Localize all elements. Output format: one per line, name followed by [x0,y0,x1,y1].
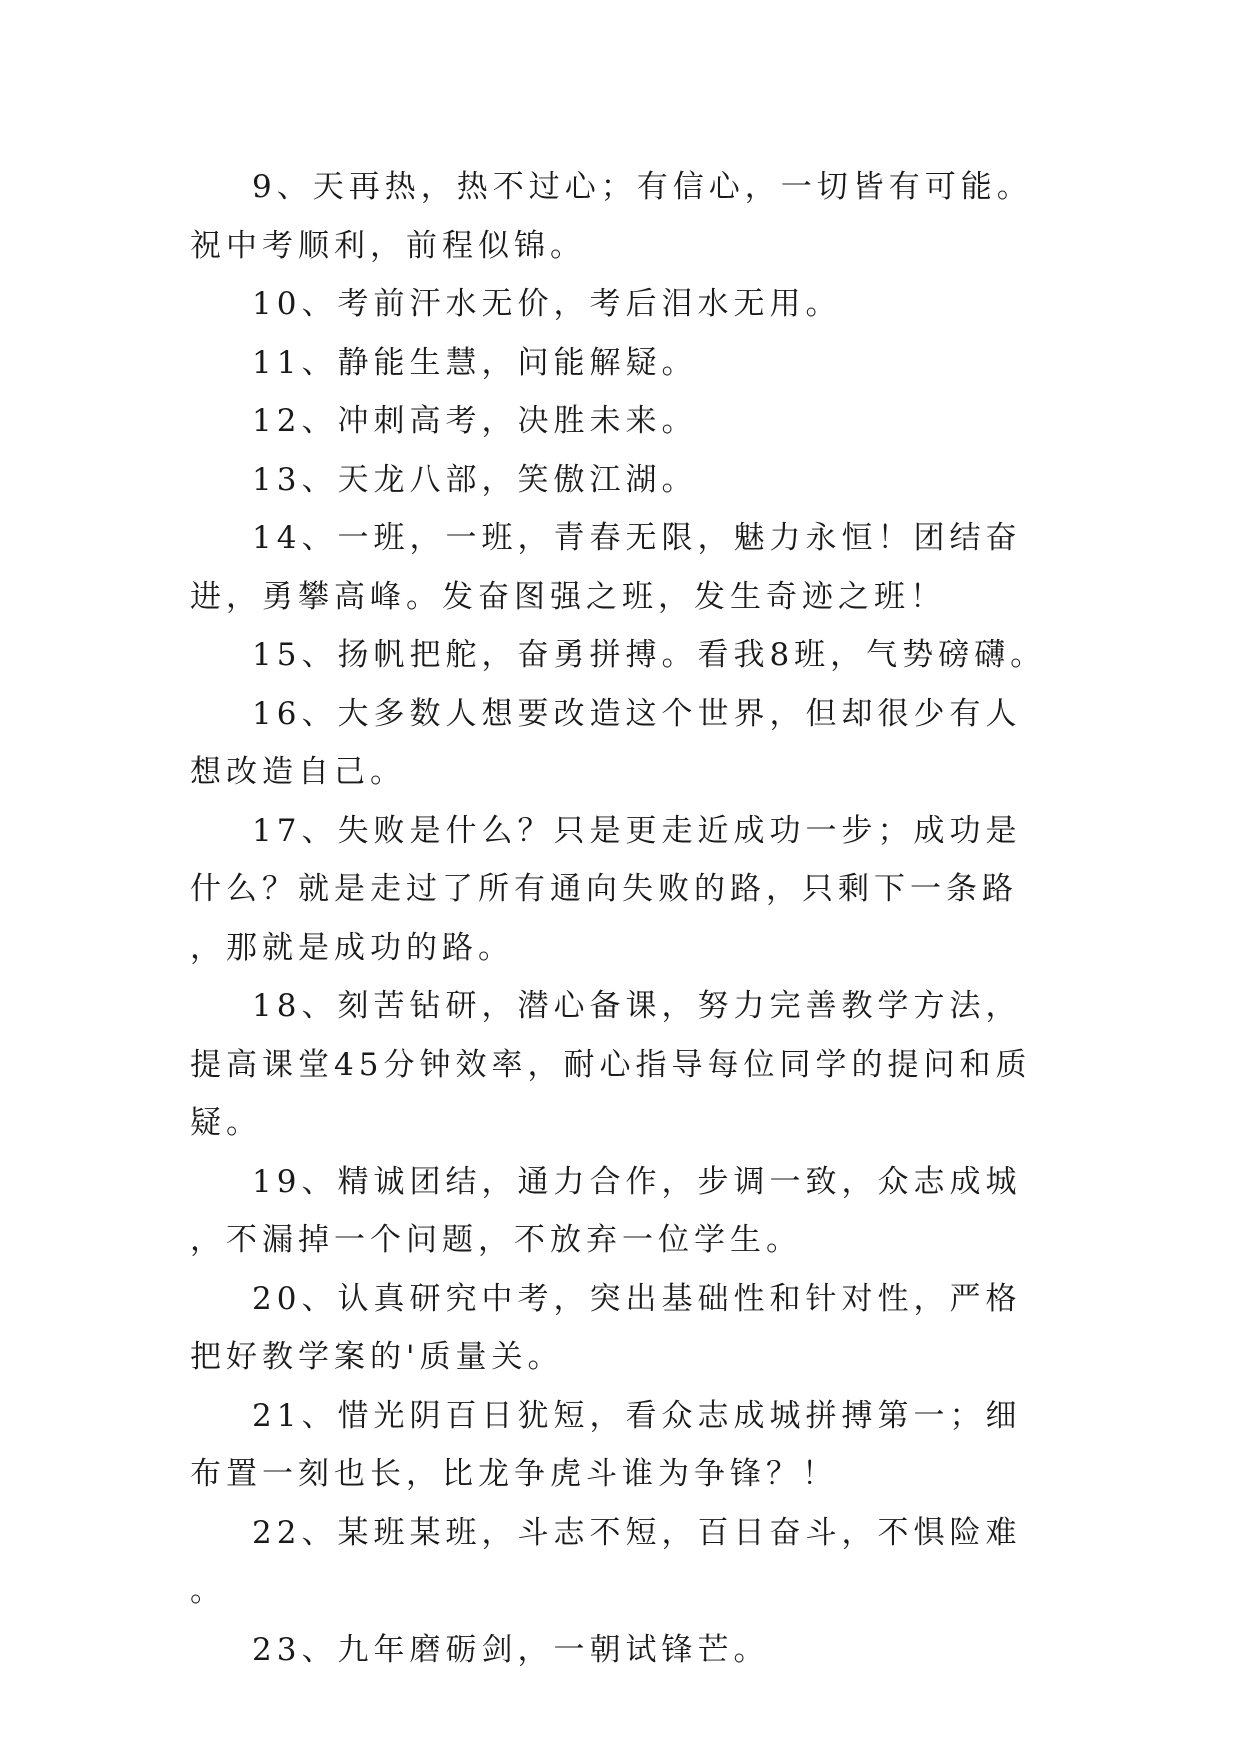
paragraph-item-23: 23、九年磨砺剑，一朝试锋芒。 [252,1631,770,1668]
paragraph-item-18: 18、刻苦钻研，潜心备课，努力完善教学方法，提高课堂45分钟效率，耐心指导每位同学的提问和质疑。 [190,988,1032,1141]
paragraph-item-12: 12、冲刺高考，决胜未来。 [252,403,698,439]
paragraph-item-22: 22、某班某班，斗志不短，百日奋斗，不惧险难。 [190,1514,1022,1609]
paragraph-item-15: 15、扬帆把舵，奋勇拼搏。看我8班，气势磅礴。 [252,637,1047,673]
paragraph-item-13: 13、天龙八部，笑傲江湖。 [252,461,698,498]
paragraph-item-9: 9、天再热，热不过心；有信心，一切皆有可能。祝中考顺利，前程似锦。 [190,169,1033,264]
paragraph-item-14: 14、一班，一班，青春无限，魅力永恒！团结奋进，勇攀高峰。发奋图强之班，发生奇迹之班！ [190,520,1022,615]
paragraph-item-20: 20、认真研究中考，突出基础性和针对性，严格把好教学案的'质量关。 [190,1280,1022,1375]
paragraph-item-19: 19、精诚团结，通力合作，步调一致，众志成城，不漏掉一个问题，不放弃一位学生。 [190,1163,1022,1258]
paragraph-item-17: 17、失败是什么？只是更走近成功一步；成功是什么？就是走过了所有通向失败的路，只剩下一条路，那就是成功的路。 [190,812,1022,966]
paragraph-item-21: 21、惜光阴百日犹短，看众志成城拼搏第一；细布置一刻也长，比龙争虎斗谁为争锋？！ [190,1397,1022,1492]
paragraph-item-10: 10、考前汗水无价，考后泪水无用。 [252,286,842,322]
paragraph-item-16: 16、大多数人想要改造这个世界，但却很少有人想改造自己。 [190,695,1022,790]
paragraph-item-11: 11、静能生慧，问能解疑。 [252,344,698,381]
document-body [190,158,1050,1679]
